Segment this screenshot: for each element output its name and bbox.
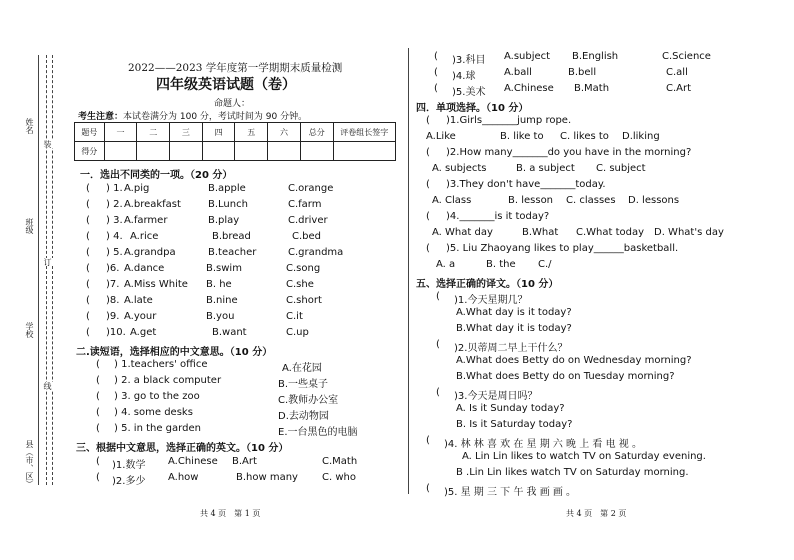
option-b[interactable]: B. he — [206, 279, 232, 290]
option-c[interactable]: C.Art — [666, 83, 692, 94]
score-header: 题号 — [75, 123, 105, 142]
question-8-num: )8. — [106, 295, 120, 306]
question-7-num: )7. — [106, 279, 120, 290]
answer-paren: ( — [426, 211, 430, 222]
option-a[interactable]: A.Chinese — [504, 83, 554, 94]
chinese-sentence: )5. 星 期 三 下 午 我 画 画 。 — [444, 487, 577, 498]
meaning-option[interactable]: A.在花园 — [282, 363, 322, 374]
option-b[interactable]: B.you — [206, 311, 235, 322]
option-a[interactable]: A.What does Betty do on Wednesday morning? — [456, 355, 692, 366]
option-a[interactable]: A.your — [124, 311, 157, 322]
question-4-paren: ( — [86, 231, 90, 242]
option-a[interactable]: A.ball — [504, 67, 532, 78]
phrase-item: ) 4. some desks — [114, 407, 193, 418]
score-cell[interactable] — [235, 142, 268, 161]
option-b[interactable]: B.What day it is today? — [456, 323, 572, 334]
option-b[interactable]: B.teacher — [208, 247, 257, 258]
score-header-row — [75, 123, 396, 142]
option-c[interactable]: C.farm — [288, 199, 322, 210]
notice — [78, 109, 307, 122]
option-a[interactable]: A.how — [168, 472, 199, 483]
option-b[interactable]: B.want — [212, 327, 247, 338]
option-a[interactable]: A. Lin Lin likes to watch TV on Saturday evening. — [462, 451, 706, 462]
answer-paren: ( — [426, 243, 430, 254]
question-8-paren: ( — [86, 295, 90, 306]
score-header: 六 — [268, 123, 301, 142]
answer-paren: ( — [96, 456, 100, 467]
option-a[interactable]: A. Class — [432, 195, 472, 206]
answer-paren: ( — [96, 472, 100, 483]
score-cell[interactable] — [202, 142, 235, 161]
option-b[interactable]: B .Lin Lin likes watch TV on Saturday morning. — [456, 467, 689, 478]
binding-line-dashed-2 — [52, 55, 53, 485]
seal-char-2: 订 — [43, 258, 52, 266]
score-cell[interactable] — [333, 142, 395, 161]
question-5-paren: ( — [86, 247, 90, 258]
seal-char-1: 装 — [43, 140, 52, 148]
question-9-paren: ( — [86, 311, 90, 322]
phrase-item: ) 1.teachers' office — [114, 359, 208, 370]
option-c[interactable]: C.orange — [288, 183, 334, 194]
answer-paren: ( — [434, 67, 438, 78]
option-b[interactable]: B.how many — [236, 472, 298, 483]
score-header: 二 — [137, 123, 170, 142]
score-cell[interactable] — [104, 142, 137, 161]
option-d[interactable]: D.liking — [622, 131, 660, 142]
score-cell[interactable] — [137, 142, 170, 161]
option-a[interactable]: A.breakfast — [124, 199, 181, 210]
option-a[interactable]: A. What day — [432, 227, 493, 238]
class-label: 班级 — [25, 218, 34, 234]
option-c[interactable]: C.Math — [322, 456, 358, 467]
meaning-option[interactable]: C.教师办公室 — [278, 395, 339, 406]
chinese-word: )5.美术 — [452, 87, 486, 98]
answer-paren: ( — [436, 339, 440, 350]
score-header: 一 — [104, 123, 137, 142]
option-b[interactable]: B.play — [208, 215, 240, 226]
option-a[interactable]: A.get — [130, 327, 157, 338]
option-c[interactable]: C.she — [286, 279, 314, 290]
option-a[interactable]: A.pig — [124, 183, 150, 194]
option-b[interactable]: B.What does Betty do on Tuesday morning? — [456, 371, 675, 382]
option-c[interactable]: C. classes — [566, 195, 616, 206]
question-2-num: ) 2. — [106, 199, 123, 210]
option-c[interactable]: C.grandma — [288, 247, 344, 258]
answer-paren: ( — [96, 359, 100, 370]
answer-paren: ( — [434, 51, 438, 62]
question-3-paren: ( — [86, 215, 90, 226]
option-c[interactable]: C. who — [322, 472, 356, 483]
answer-paren: ( — [96, 423, 100, 434]
option-a[interactable]: A.subject — [504, 51, 551, 62]
option-a[interactable]: A.rice — [130, 231, 159, 242]
phrase-item: ) 2. a black computer — [114, 375, 222, 386]
chinese-word: )2.多少 — [112, 476, 146, 487]
option-c[interactable]: C./ — [538, 259, 552, 270]
option-b[interactable]: B.bread — [212, 231, 251, 242]
answer-paren: ( — [426, 179, 430, 190]
answer-paren: ( — [96, 407, 100, 418]
option-d[interactable]: D. What's day — [654, 227, 724, 238]
option-c[interactable]: C.driver — [288, 215, 328, 226]
option-b[interactable]: B.nine — [206, 295, 238, 306]
option-c[interactable]: C.short — [286, 295, 322, 306]
option-a[interactable]: A. subjects — [432, 163, 487, 174]
question-stem: )3.They don't have_______today. — [446, 179, 606, 190]
chinese-word: )1.数学 — [112, 460, 146, 471]
school-label: 学校 — [25, 322, 34, 338]
option-c[interactable]: C.Science — [662, 51, 711, 62]
option-b[interactable]: B.What — [522, 227, 559, 238]
answer-paren: ( — [96, 375, 100, 386]
exam-header: 2022——2023 学年度第一学期期末质量检测 — [128, 62, 343, 74]
chinese-word: )4.球 — [452, 71, 476, 82]
question-1-paren: ( — [86, 183, 90, 194]
question-2-paren: ( — [86, 199, 90, 210]
score-header: 五 — [235, 123, 268, 142]
option-c[interactable]: C.bed — [292, 231, 322, 242]
option-c[interactable]: C.all — [666, 67, 688, 78]
option-b[interactable]: B. the — [486, 259, 516, 270]
option-a[interactable]: A.Like — [426, 131, 456, 142]
question-4-num: ) 4. — [106, 231, 123, 242]
option-b[interactable]: B. lesson — [508, 195, 554, 206]
option-a[interactable]: A.What day is it today? — [456, 307, 572, 318]
question-3-num: ) 3. — [106, 215, 123, 226]
phrase-item: ) 5. in the garden — [114, 423, 201, 434]
question-stem: )1.Girls_______jump rope. — [446, 115, 572, 126]
seal-char-3: 线 — [43, 382, 52, 390]
answer-paren: ( — [426, 435, 430, 446]
notice-text: 本试卷满分为 100 分，考试时间为 90 分钟。 — [123, 112, 308, 122]
answer-paren: ( — [436, 387, 440, 398]
answer-paren: ( — [436, 291, 440, 302]
question-10-paren: ( — [86, 327, 90, 338]
score-cell[interactable] — [170, 142, 203, 161]
score-table — [74, 122, 396, 161]
notice-label: 考生注意： — [78, 112, 124, 122]
answer-paren: ( — [96, 391, 100, 402]
score-cell[interactable] — [300, 142, 333, 161]
page-2-footer: 共 4 页 第 2 页 — [566, 509, 627, 518]
binding-line-dashed — [46, 55, 47, 485]
option-c[interactable]: C. subject — [596, 163, 646, 174]
county-label: 县（市、区） — [25, 440, 34, 488]
chinese-word: )3.科目 — [452, 55, 486, 66]
question-stem: )5. Liu Zhaoyang likes to play______basketball. — [446, 243, 679, 254]
answer-paren: ( — [434, 83, 438, 94]
chinese-sentence: )1.今天星期几？ — [454, 295, 528, 306]
section2-title: 二.读短语，选择相应的中文意思。（10 分） — [76, 347, 273, 358]
option-b[interactable]: B.swim — [206, 263, 242, 274]
question-7-paren: ( — [86, 279, 90, 290]
score-header: 三 — [170, 123, 203, 142]
option-b[interactable]: B.English — [572, 51, 619, 62]
option-c[interactable]: C.song — [286, 263, 321, 274]
section1-title: 一．选出不同类的一项。（20 分） — [80, 170, 233, 181]
score-header: 总分 — [300, 123, 333, 142]
chinese-sentence: )2.贝蒂周二早上干什么？ — [454, 343, 568, 354]
option-a[interactable]: A. Is it Sunday today? — [456, 403, 565, 414]
question-5-num: ) 5. — [106, 247, 123, 258]
option-d[interactable]: D. lessons — [628, 195, 680, 206]
question-9-num: )9. — [106, 311, 120, 322]
setter-label: 命题人： — [214, 99, 251, 109]
page-1-footer: 共 4 页 第 1 页 — [200, 509, 261, 518]
option-b[interactable]: B.Lunch — [208, 199, 248, 210]
option-b[interactable]: B. like to — [500, 131, 544, 142]
option-b[interactable]: B. a subject — [516, 163, 575, 174]
option-a[interactable]: A. a — [436, 259, 456, 270]
phrase-item: ) 3. go to the zoo — [114, 391, 200, 402]
option-b[interactable]: B.apple — [208, 183, 246, 194]
score-cell[interactable] — [268, 142, 301, 161]
score-header: 评卷组长签字 — [333, 123, 395, 142]
section4-title: 四．单项选择。（10 分） — [416, 103, 529, 114]
section5-title: 五、选择正确的译文。（10 分） — [416, 279, 559, 290]
question-stem: )2.How many_______do you have in the morning? — [446, 147, 692, 158]
option-b[interactable]: B.bell — [568, 67, 597, 78]
score-header: 四 — [202, 123, 235, 142]
option-a[interactable]: A.dance — [124, 263, 165, 274]
page-divider — [408, 48, 409, 494]
binding-line-solid — [38, 55, 39, 485]
option-b[interactable]: B.Art — [232, 456, 257, 467]
option-c[interactable]: C.it — [286, 311, 303, 322]
chinese-sentence: )3.今天是周日吗？ — [454, 391, 538, 402]
answer-paren: ( — [426, 147, 430, 158]
meaning-option[interactable]: B.一些桌子 — [278, 379, 329, 390]
answer-paren: ( — [426, 115, 430, 126]
option-a[interactable]: A.Miss White — [124, 279, 188, 290]
option-a[interactable]: A.Chinese — [168, 456, 218, 467]
answer-paren: ( — [426, 483, 430, 494]
option-b[interactable]: B.Math — [574, 83, 610, 94]
option-a[interactable]: A.late — [124, 295, 153, 306]
option-a[interactable]: A.grandpa — [124, 247, 176, 258]
meaning-option[interactable]: E.一台黑色的电脑 — [278, 427, 358, 438]
option-c[interactable]: C.What today — [576, 227, 645, 238]
question-6-num: )6. — [106, 263, 120, 274]
page-title: 四年级英语试题（卷） — [156, 77, 296, 93]
option-c[interactable]: C. likes to — [560, 131, 609, 142]
chinese-sentence: )4. 林 林 喜 欢 在 星 期 六 晚 上 看 电 视 。 — [444, 439, 642, 450]
option-c[interactable]: C.up — [286, 327, 309, 338]
score-value-row — [75, 142, 396, 161]
question-stem: )4._______is it today? — [446, 211, 550, 222]
name-label: 姓名 — [25, 118, 34, 134]
option-b[interactable]: B. Is it Saturday today? — [456, 419, 573, 430]
question-10-num: )10. — [106, 327, 126, 338]
score-row-label: 得分 — [75, 142, 105, 161]
meaning-option[interactable]: D.去动物园 — [278, 411, 329, 422]
option-a[interactable]: A.farmer — [124, 215, 168, 226]
question-6-paren: ( — [86, 263, 90, 274]
question-1-num: ) 1. — [106, 183, 123, 194]
section3-title: 三、根据中文意思，选择正确的英文。（10 分） — [76, 443, 289, 454]
